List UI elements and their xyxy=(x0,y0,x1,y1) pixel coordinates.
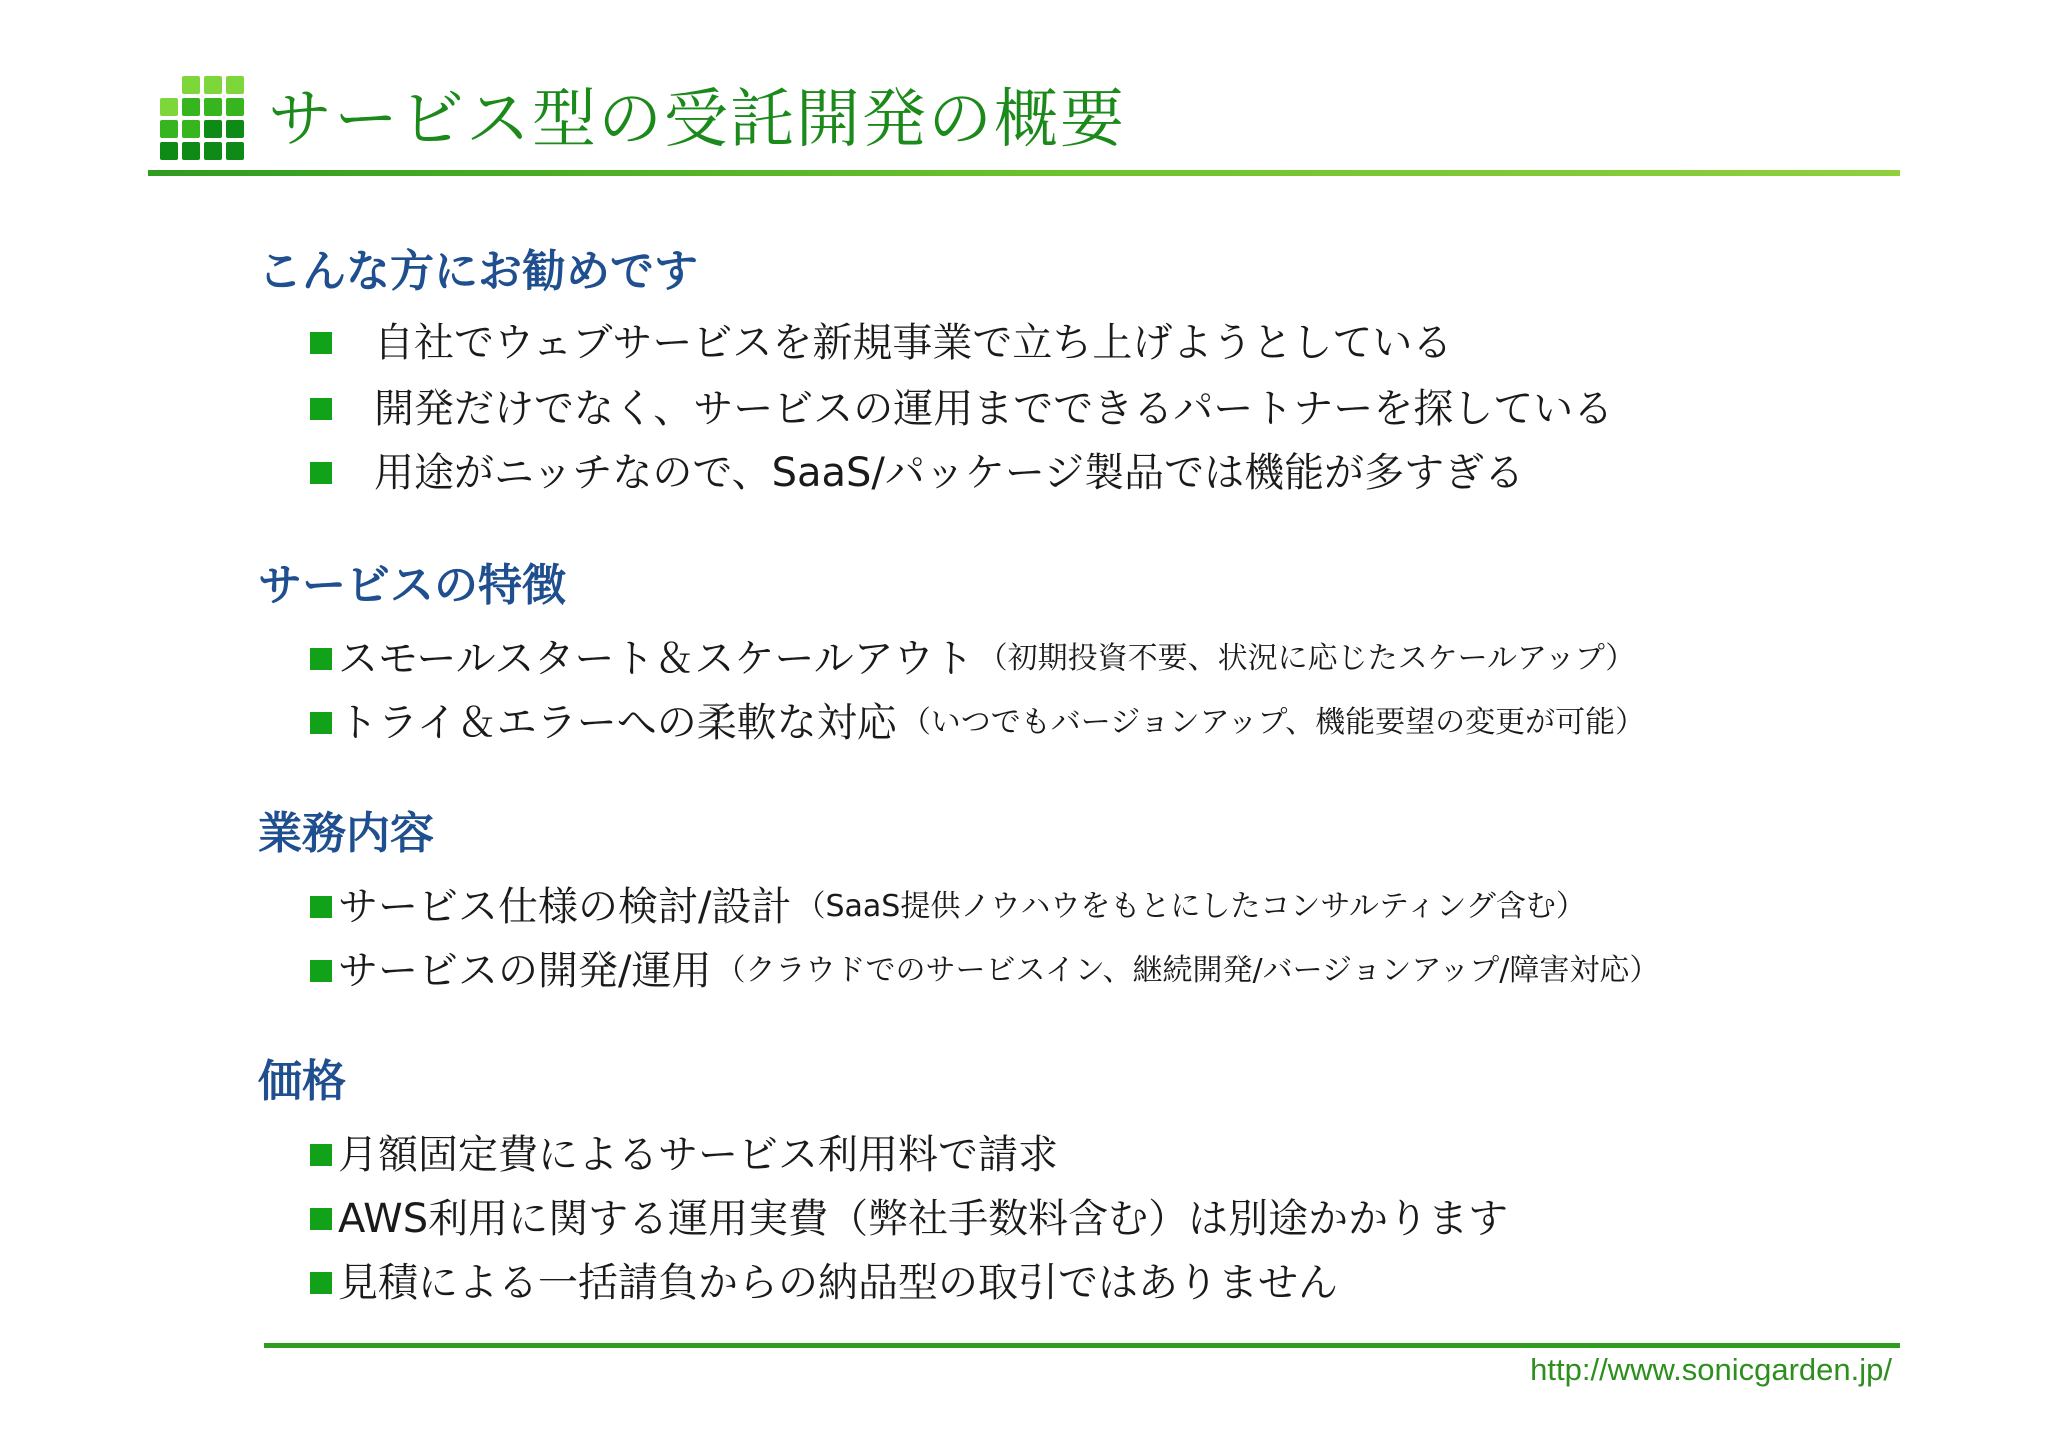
list-item xyxy=(310,316,1452,370)
list-item-note: （SaaS提供ノウハウをもとにしたコンサルティング含む） xyxy=(795,889,1586,924)
green-square-bullet-icon xyxy=(310,462,332,484)
list-item xyxy=(310,880,1586,934)
page-title: サービス型の受託開発の概要 xyxy=(268,83,1126,157)
list-item xyxy=(310,1128,1058,1182)
list-item-text: 用途がニッチなので、SaaS/パッケージ製品では機能が多すぎる xyxy=(374,450,1525,496)
green-square-bullet-icon xyxy=(310,648,332,670)
list-item-note: （いつでもバージョンアップ、機能要望の変更が可能） xyxy=(900,705,1646,740)
green-square-bullet-icon xyxy=(310,896,332,918)
list-item xyxy=(310,696,1645,750)
list-item-text: 自社でウェブサービスを新規事業で立ち上げようとしている xyxy=(374,320,1453,366)
green-square-bullet-icon xyxy=(310,1144,332,1166)
title-divider xyxy=(148,170,1900,176)
list-item xyxy=(310,1256,1338,1310)
green-square-bullet-icon xyxy=(310,1208,332,1230)
green-square-bullet-icon xyxy=(310,398,332,420)
green-square-bullet-icon xyxy=(310,712,332,734)
green-square-grid-icon xyxy=(160,76,244,160)
section-heading-pricing: 価格 xyxy=(258,1056,346,1107)
footer-divider xyxy=(264,1343,1900,1348)
list-item-text: AWS利用に関する運用実費（弊社手数料含む）は別途かかります xyxy=(338,1196,1509,1242)
list-item-text: 月額固定費によるサービス利用料で請求 xyxy=(338,1132,1058,1178)
list-item xyxy=(310,632,1635,686)
footer-url[interactable]: http://www.sonicgarden.jp/ xyxy=(1530,1352,1892,1387)
green-square-bullet-icon xyxy=(310,960,332,982)
list-item-note: （初期投資不要、状況に応じたスケールアップ） xyxy=(977,641,1636,676)
list-item-note: （クラウドでのサービスイン、継続開発/バージョンアップ/障害対応） xyxy=(715,953,1660,988)
list-item-text: サービス仕様の検討/設計 xyxy=(338,884,792,930)
section-heading-services: 業務内容 xyxy=(258,808,434,859)
list-item-text: 見積による一括請負からの納品型の取引ではありません xyxy=(338,1260,1338,1306)
list-item-text: サービスの開発/運用 xyxy=(338,948,712,994)
green-square-bullet-icon xyxy=(310,1272,332,1294)
list-item-text: トライ＆エラーへの柔軟な対応 xyxy=(338,700,897,746)
section-heading-recommended: こんな方にお勧めです xyxy=(258,246,698,297)
list-item xyxy=(310,944,1659,998)
list-item-text: スモールスタート＆スケールアウト xyxy=(338,636,974,682)
list-item xyxy=(310,446,1524,500)
list-item xyxy=(310,1192,1508,1246)
list-item xyxy=(310,382,1613,436)
section-heading-features: サービスの特徴 xyxy=(258,560,566,611)
list-item-text: 開発だけでなく、サービスの運用までできるパートナーを探している xyxy=(374,386,1614,432)
green-square-bullet-icon xyxy=(310,332,332,354)
